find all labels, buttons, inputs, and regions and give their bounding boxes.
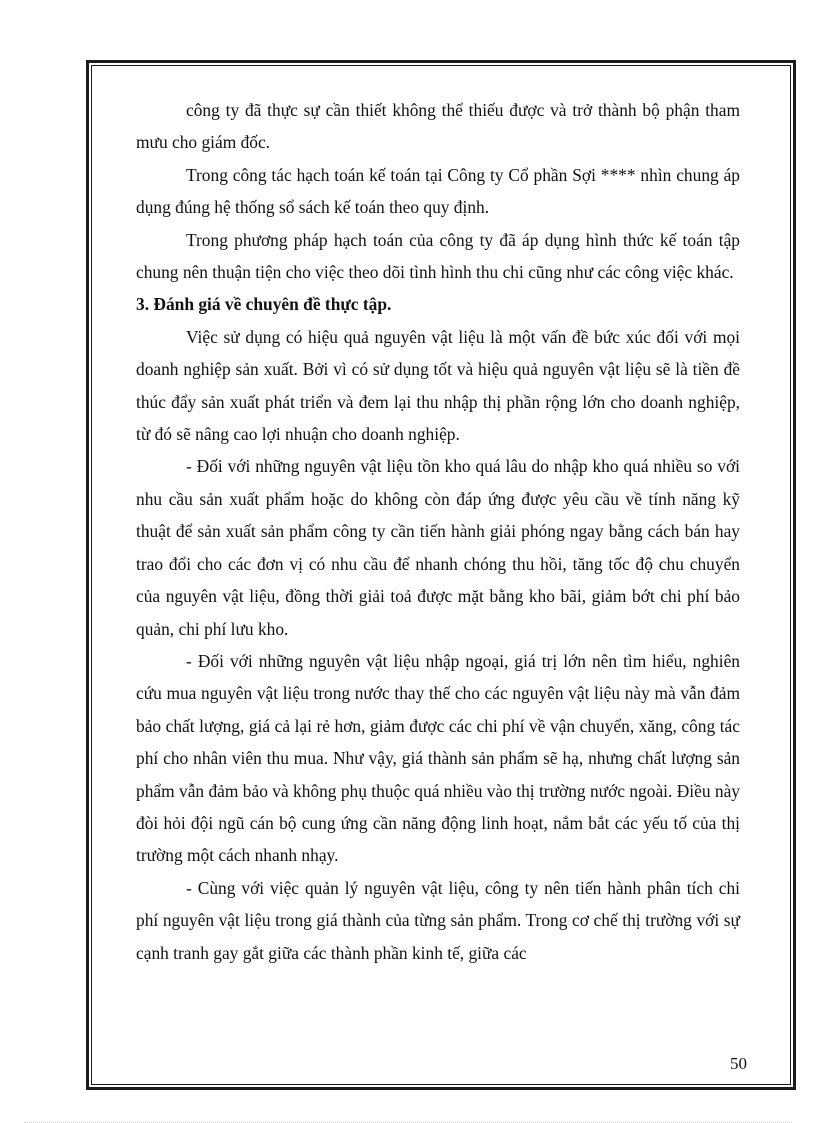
paragraph-inventory-materials: - Đối với những nguyên vật liệu tồn kho quá lâu do nhập kho quá nhiều so với nhu cầu sản xuất phẩm hoặc do không còn đáp ứng được yêu cầu về tính năng kỹ thuật để sản xuất sản phẩm công ty cần tiến hành giải phóng ngay bằng cách bán hay trao đổi cho các đơn vị có nhu cầu để nhanh chóng thu hồi, tăng tốc độ chu chuyển của nguyên vật liệu, đồng thời giải toả được mặt bằng kho bãi, giảm bớt chi phí bảo quản, chi phí lưu kho. [136, 456, 740, 639]
paragraph-accounting-system: Trong công tác hạch toán kế toán tại Công ty Cổ phần Sợi **** nhìn chung áp dụng đúng hệ thống sổ sách kế toán theo quy định. [136, 164, 740, 218]
paragraph-material-efficiency: Việc sử dụng có hiệu quả nguyên vật liệu là một vấn đề bức xúc đối với mọi doanh nghiệp sản xuất. Bởi vì có sử dụng tốt và hiệu quả nguyên vật liệu sẽ là tiền đề thúc đẩy sản xuất phát triển và đem lại thu nhập thị phần rộng lớn cho doanh nghiệp, từ đó sẽ nâng cao lợi nhuận cho doanh nghiệp. [136, 326, 740, 445]
paragraph-cost-analysis: - Cùng với việc quản lý nguyên vật liệu, công ty nên tiến hành phân tích chi phí nguyên vật liệu trong giá thành của từng sản phẩm. Trong cơ chế thị trường với sự cạnh tranh gay gắt giữa các thành phần kinh tế, giữa các [136, 877, 740, 963]
paragraph-accounting-method: Trong phương pháp hạch toán của công ty đã áp dụng hình thức kế toán tập chung nên thuận tiện cho việc theo dõi tình hình thu chi cũng như các công việc khác. [136, 229, 740, 283]
paragraph-continuation: công ty đã thực sự cần thiết không thể thiếu được và trở thành bộ phận tham mưu cho giám đốc. [136, 100, 740, 153]
section-heading: 3. Đánh giá về chuyên đề thực tập. [136, 294, 392, 315]
page-content [136, 94, 740, 969]
page-number: 50 [730, 1054, 747, 1073]
paragraph-imported-materials: - Đối với những nguyên vật liệu nhập ngoại, giá trị lớn nên tìm hiểu, nghiên cứu mua nguyên vật liệu trong nước thay thế cho các nguyên vật liệu này mà vẫn đảm bảo chất lượng, giá cả lại rẻ hơn, giảm được các chi phí về vận chuyển, xăng, công tác phí cho nhân viên thu mua. Như vậy, giá thành sản phẩm sẽ hạ, nhưng chất lượng sản phẩm vẫn đảm bảo và không phụ thuộc quá nhiều vào thị trường nước ngoài. Điều này đòi hỏi đội ngũ cán bộ cung ứng cần năng động linh hoạt, nắm bắt các yếu tố của thị trường một cách nhanh nhạy. [136, 650, 740, 866]
